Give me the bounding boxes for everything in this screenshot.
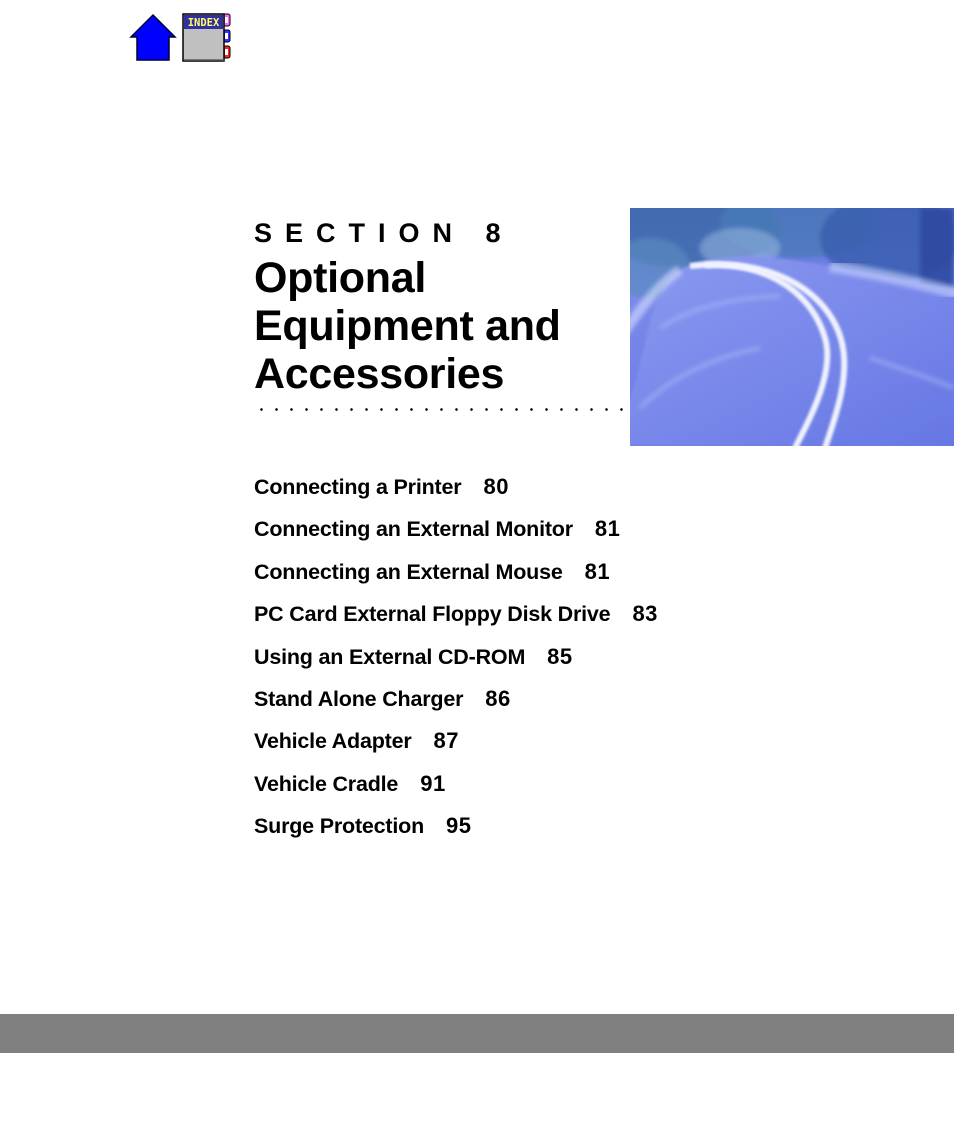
toc-item-title: Vehicle Cradle [254,771,399,796]
toc-item-title: PC Card External Floppy Disk Drive [254,602,611,627]
toc-item-connecting-printer[interactable] [254,470,658,512]
toc-item-vehicle-cradle[interactable] [254,767,658,809]
toc-item-surge-protection[interactable] [254,809,658,851]
toc-item-page: 87 [433,728,459,754]
home-icon[interactable] [129,13,177,63]
toc-item-title: Connecting a Printer [254,475,462,499]
toc-item-page: 83 [632,601,658,627]
toc-item-title: Using an External CD-ROM [254,644,526,669]
toc-item-title: Surge Protection [254,814,425,839]
toc-item-page: 81 [594,516,621,542]
toc-item-page: 86 [485,685,511,711]
index-icon-label: INDEX [187,17,220,29]
toc-item-external-mouse[interactable] [254,555,658,597]
toc-item-page: 91 [420,770,446,796]
index-icon[interactable] [182,13,232,63]
toc-item-stand-alone-charger[interactable] [254,682,658,724]
toc-item-cd-rom[interactable] [254,640,658,682]
toc-item-title: Connecting an External Monitor [254,517,573,542]
toc-item-floppy-drive[interactable] [254,597,658,639]
toc-item-title: Connecting an External Mouse [254,559,563,584]
toc-item-page: 80 [483,474,509,499]
toc-item-title: Stand Alone Charger [254,686,464,711]
toc-item-page: 85 [547,643,573,669]
road-photo [630,208,954,446]
footer-bar [0,1014,954,1053]
toc-item-title: Vehicle Adapter [254,729,412,754]
dotted-divider [254,407,628,412]
toc-item-external-monitor[interactable] [254,512,658,554]
toc-item-vehicle-adapter[interactable] [254,724,658,766]
toc-item-page: 95 [446,813,472,839]
toc-item-page: 81 [584,558,611,584]
section-label: SECTION 8 [254,218,514,248]
page-title: Optional Equipment and Accessories [254,254,561,398]
toc-list [254,470,658,852]
